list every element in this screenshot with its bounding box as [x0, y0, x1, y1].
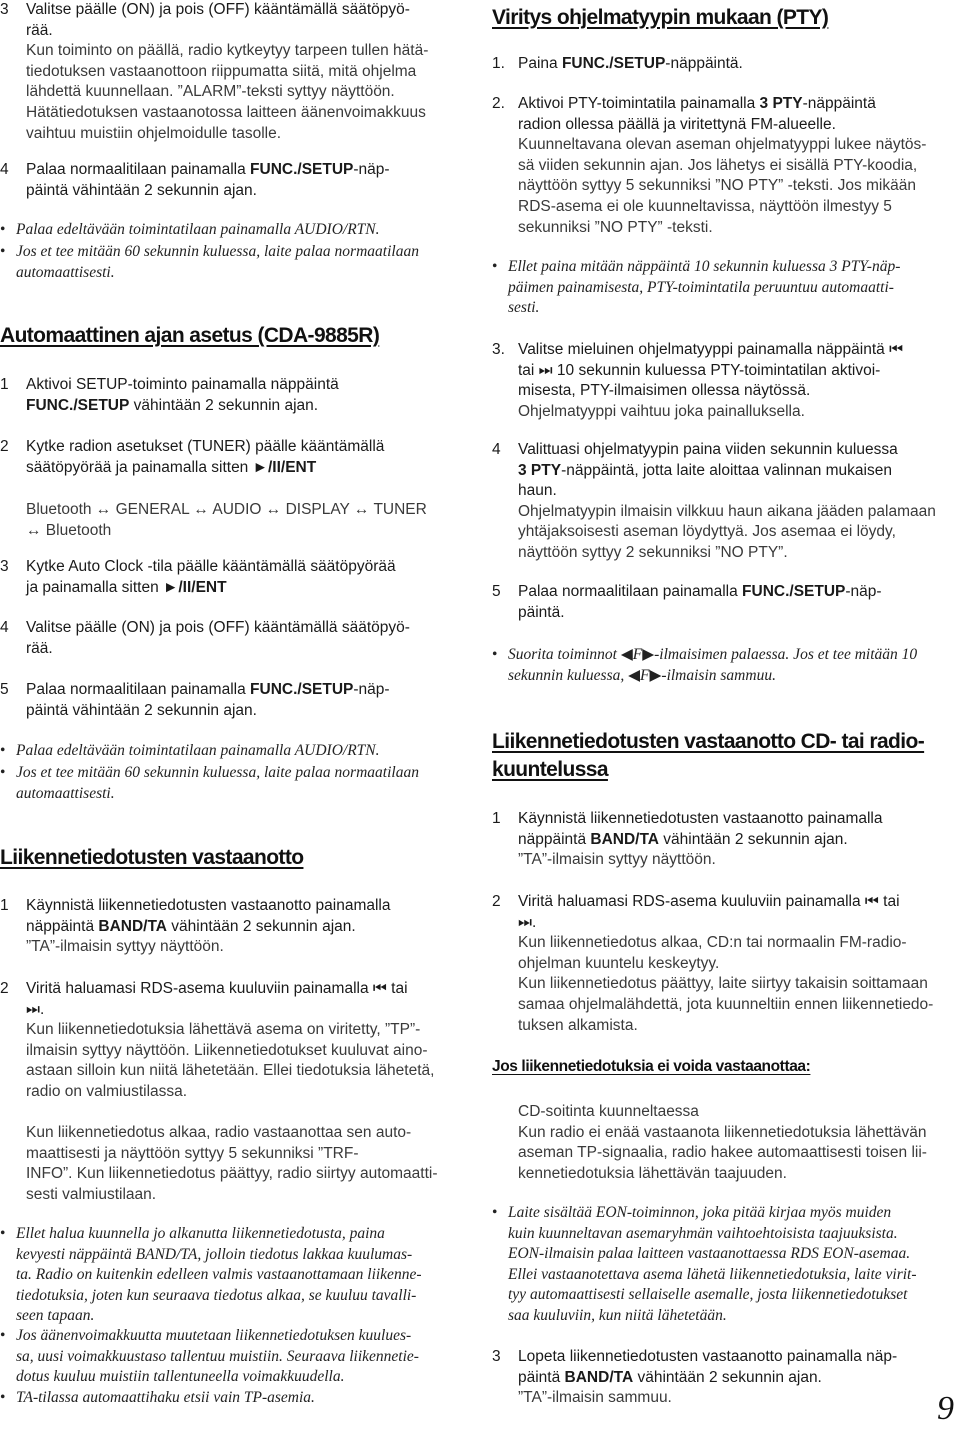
step-detail: CD-soitinta kuunneltaessa Kun radio ei enää vastaanota liikennetiedotuksia lähettävän aseman TP-signaalia, radio hakee automaattisesti toisen lii- kennetiedotuksia lähettävän taajuuden.	[518, 1103, 927, 1182]
step-instruction: Paina FUNC./SETUP-näppäintä.	[518, 55, 743, 72]
bullet-note	[0, 242, 470, 283]
bullet-dot: •	[0, 243, 6, 260]
step-number: 2	[0, 438, 9, 455]
bullet-note	[0, 220, 470, 241]
step-detail: ”TA”-ilmaisin sammuu.	[518, 1389, 672, 1407]
bullet-dot: •	[0, 764, 6, 781]
bullet-dot: •	[492, 646, 498, 663]
instruction-step	[492, 1102, 950, 1184]
instruction-step	[492, 440, 950, 564]
step-number: 1	[0, 376, 9, 393]
bullet-note	[0, 763, 470, 804]
instruction-step	[0, 160, 470, 201]
instruction-step	[0, 557, 470, 598]
step-number: 2	[0, 980, 9, 997]
section-heading: Liikennetiedotusten vastaanotto	[0, 846, 304, 869]
instruction-step	[0, 896, 470, 958]
bullet-dot: •	[0, 221, 6, 238]
step-instruction: Viritä haluamasi RDS-asema kuuluviin painamalla ⏮ tai ⏭.	[26, 980, 408, 1018]
bullet-text: Ellet paina mitään näppäintä 10 sekunnin kuluessa 3 PTY-näp- päimen painamisesta, PTY-toimintatila peruuntuu automaatti- sesti.	[508, 258, 901, 316]
bullet-note	[492, 257, 950, 319]
step-instruction: Kytke Auto Clock -tila päälle kääntämällä säätöpyörää ja painamalla sitten ►/II/ENT	[26, 558, 396, 596]
step-number: 2.	[492, 95, 505, 112]
bullet-text: Palaa edeltävään toimintatilaan painamalla AUDIO/RTN.	[16, 221, 380, 238]
bullet-text: Palaa edeltävään toimintatilaan painamalla AUDIO/RTN.	[16, 742, 380, 759]
instruction-step	[492, 94, 950, 238]
bullet-text: TA-tilassa automaattihaku etsii vain TP-asemia.	[16, 1389, 315, 1406]
step-number: 2	[492, 893, 501, 910]
step-number: 3	[0, 558, 9, 575]
bullet-text: Jos äänenvoimakkuutta muutetaan liikennetiedotuksen kuulues- sa, uusi voimakkuustaso tallentuu muistiin. Seuraava liikennetie- dotus kuuluu muistiin tallentuneella voimakkuudella.	[16, 1327, 419, 1385]
step-number: 4	[492, 441, 501, 458]
step-instruction: Aktivoi SETUP-toiminto painamalla näppäintä FUNC./SETUP vähintään 2 sekunnin ajan.	[26, 376, 339, 414]
section-heading: Automaattinen ajan asetus (CDA-9885R)	[0, 324, 380, 347]
menu-cycle: Bluetooth ↔ GENERAL ↔ AUDIO ↔ DISPLAY ↔ TUNER ↔ Bluetooth	[26, 501, 427, 539]
bullet-note	[0, 741, 470, 762]
step-detail: Kun toiminto on päällä, radio kytkeytyy tarpeen tullen hätä- tiedotuksen vastaanottoon riippumatta siitä, mitä ohjelma lähdettä kuunnellaan. ”ALARM”-teksti syttyy näyttöön. Hätätiedotuksen vastaanotossa laitteen äänenvoimakkuus vaihtuu muistiin ohjelmoidulle tasolle.	[26, 42, 429, 142]
step-instruction: Valitse mieluinen ohjelmatyyppi painamalla näppäintä ⏮ tai ⏭ 10 sekunnin kuluessa PTY-toimintatilan aktivoi- misesta, PTY-ilmaisimen ollessa näytössä.	[518, 341, 904, 400]
bullet-text: Jos et tee mitään 60 sekunnin kuluessa, laite palaa normaatilaan automaattisesti.	[16, 243, 419, 281]
bullet-text: Ellet halua kuunnella jo alkanutta liikennetiedotusta, paina kevyesti näppäintä BAND/TA, jolloin tiedotus lakkaa kuulumas- ta. Radio on kuitenkin edelleen valmis vastaanottamaan liikenne- tiedotuksia, joten kun seuraava tiedotus alkaa, se kuuluu tavalli- seen tapaan.	[16, 1225, 422, 1324]
step-instruction: Palaa normaalitilaan painamalla FUNC./SETUP-näp- päintä vähintään 2 sekunnin ajan.	[26, 161, 390, 199]
bullet-text: Suorita toiminnot ◀F▶-ilmaisimen palaessa. Jos et tee mitään 10 sekunnin kuluessa, ◀F▶-ilmaisin sammuu.	[508, 646, 918, 684]
step-instruction: Palaa normaalitilaan painamalla FUNC./SETUP-näp- päintä vähintään 2 sekunnin ajan.	[26, 681, 390, 719]
instruction-step	[0, 437, 470, 541]
step-number: 3	[492, 1348, 501, 1365]
bullet-dot: •	[492, 1204, 498, 1221]
step-instruction: Viritä haluamasi RDS-asema kuuluviin painamalla ⏮ tai ⏭.	[518, 893, 900, 931]
bullet-note	[492, 1203, 950, 1326]
step-instruction: Kytke radion asetukset (TUNER) päälle kääntämällä säätöpyörää ja painamalla sitten ►/II/ENT	[26, 438, 385, 476]
bullet-text: Jos et tee mitään 60 sekunnin kuluessa, laite palaa normaatilaan automaattisesti.	[16, 764, 419, 802]
step-instruction: Lopeta liikennetiedotusten vastaanotto painamalla näp- päintä BAND/TA vähintään 2 sekunnin ajan.	[518, 1348, 898, 1386]
step-number: 3.	[492, 341, 505, 358]
instruction-step	[492, 582, 950, 623]
bullet-dot: •	[492, 258, 498, 275]
instruction-step	[0, 375, 470, 416]
bullet-note	[0, 1224, 470, 1327]
bullet-note	[0, 1388, 470, 1409]
step-instruction: Käynnistä liikennetiedotusten vastaanotto painamalla näppäintä BAND/TA vähintään 2 sekunnin ajan.	[26, 897, 391, 935]
sub-heading: Jos liikennetiedotuksia ei voida vastaanottaa:	[492, 1058, 811, 1075]
section-heading: Liikennetiedotusten vastaanotto CD- tai radio- kuuntelussa	[492, 730, 925, 781]
step-number: 1	[492, 810, 501, 827]
step-number: 5	[492, 583, 501, 600]
step-detail: Kun liikennetiedotus alkaa, radio vastaanottaa sen auto- maattisesti ja näyttöön syttyy 5 sekunniksi ”TRF- INFO”. Kun liikennetiedotus päättyy, radio siirtyy automaatti- sesti valmiustilaan.	[26, 1124, 438, 1203]
page-number: 9	[937, 1390, 954, 1427]
instruction-step	[492, 892, 950, 1036]
step-number: 3	[0, 1, 9, 18]
step-instruction: Valitse päälle (ON) ja pois (OFF) kääntämällä säätöpyö- rää.	[26, 619, 410, 657]
step-instruction: Käynnistä liikennetiedotusten vastaanotto painamalla näppäintä BAND/TA vähintään 2 sekunnin ajan.	[518, 810, 883, 848]
step-number	[492, 1102, 518, 1184]
step-instruction: Aktivoi PTY-toimintatila painamalla 3 PTY-näppäintä radion ollessa päällä ja viritettynä FM-alueelle.	[518, 95, 876, 133]
step-detail: Kun liikennetiedotus alkaa, CD:n tai normaalin FM-radio- ohjelman kuuntelu keskeytyy. Kun liikennetiedotus päättyy, laite siirtyy takaisin soittamaan samaa ohjelmalähdettä, jota kuunneltiin ennen liikennetiedo- tuksen alkamista.	[518, 934, 934, 1034]
instruction-step	[0, 0, 470, 144]
instruction-step	[0, 618, 470, 659]
step-number: 4	[0, 619, 9, 636]
step-detail: ”TA”-ilmaisin syttyy näyttöön.	[518, 851, 716, 869]
step-detail: ”TA”-ilmaisin syttyy näyttöön.	[26, 938, 224, 956]
instruction-step	[492, 809, 950, 871]
step-number: 5	[0, 681, 9, 698]
step-instruction: Valittuasi ohjelmatyypin paina viiden sekunnin kuluessa 3 PTY-näppäintä, jotta laite aloittaa valinnan mukaisen haun.	[518, 441, 898, 500]
bullet-dot: •	[0, 1225, 6, 1242]
step-number: 4	[0, 161, 9, 178]
instruction-step	[0, 680, 470, 721]
section-heading: Viritys ohjelmatyypin mukaan (PTY)	[492, 6, 829, 29]
bullet-note	[0, 1326, 470, 1388]
step-instruction: Valitse päälle (ON) ja pois (OFF) kääntämällä säätöpyö- rää.	[26, 1, 410, 39]
instruction-step	[492, 1347, 950, 1409]
bullet-text: Laite sisältää EON-toiminnon, joka pitää kirjaa myös muiden kuin kuunneltavan asemaryhmän vaihtoehtoisista taajuuksista. EON-ilmaisin palaa laitteen vastaanottaessa RDS EON-asemaa. Ellei vastaanotettava asema lähetä liikennetiedotuksia, laite virit- tyy automaattisesti sellaiselle asemalle, josta liikennetiedotukset saa kuuluviin, kun niitä lähetetään.	[508, 1204, 917, 1324]
step-detail: Kun liikennetiedotuksia lähettävä asema on viritetty, ”TP”- ilmaisin syttyy näyttöön. Liikennetiedotukset kuuluvat aino- astaan silloin kun niitä lähetetään. Ellei tiedotuksia lähetetä, radio on valmiustilassa.	[26, 1021, 435, 1100]
step-detail: Ohjelmatyyppi vaihtuu joka painalluksella.	[518, 402, 805, 420]
step-detail: Ohjelmatyypin ilmaisin vilkkuu haun aikana jääden palamaan yhtäjaksoisesti aseman löydyttyä. Jos asemaa ei löydy, näyttöön syttyy 2 sekunniksi ”NO PTY”.	[518, 502, 936, 561]
instruction-step	[0, 979, 470, 1103]
step-number: 1.	[492, 55, 505, 72]
step-detail: Kuunneltavana olevan aseman ohjelmatyyppi lukee näytös- sä viiden sekunnin ajan. Jos lähetys ei sisällä PTY-koodia, näyttöön syttyy 5 sekunniksi ”NO PTY” -teksti. Jos mikään RDS-asema ei ole kuunneltavissa, näyttöön ilmestyy 5 sekunniksi ”NO PTY” -teksti.	[518, 136, 927, 236]
step-number: 1	[0, 897, 9, 914]
bullet-note	[492, 645, 950, 686]
step-number	[0, 1123, 26, 1205]
instruction-step	[492, 340, 950, 422]
bullet-dot: •	[0, 742, 6, 759]
bullet-dot: •	[0, 1327, 6, 1344]
step-instruction: Palaa normaalitilaan painamalla FUNC./SETUP-näp- päintä.	[518, 583, 882, 621]
bullet-dot: •	[0, 1389, 6, 1406]
instruction-step	[0, 1123, 470, 1205]
instruction-step	[492, 54, 950, 75]
